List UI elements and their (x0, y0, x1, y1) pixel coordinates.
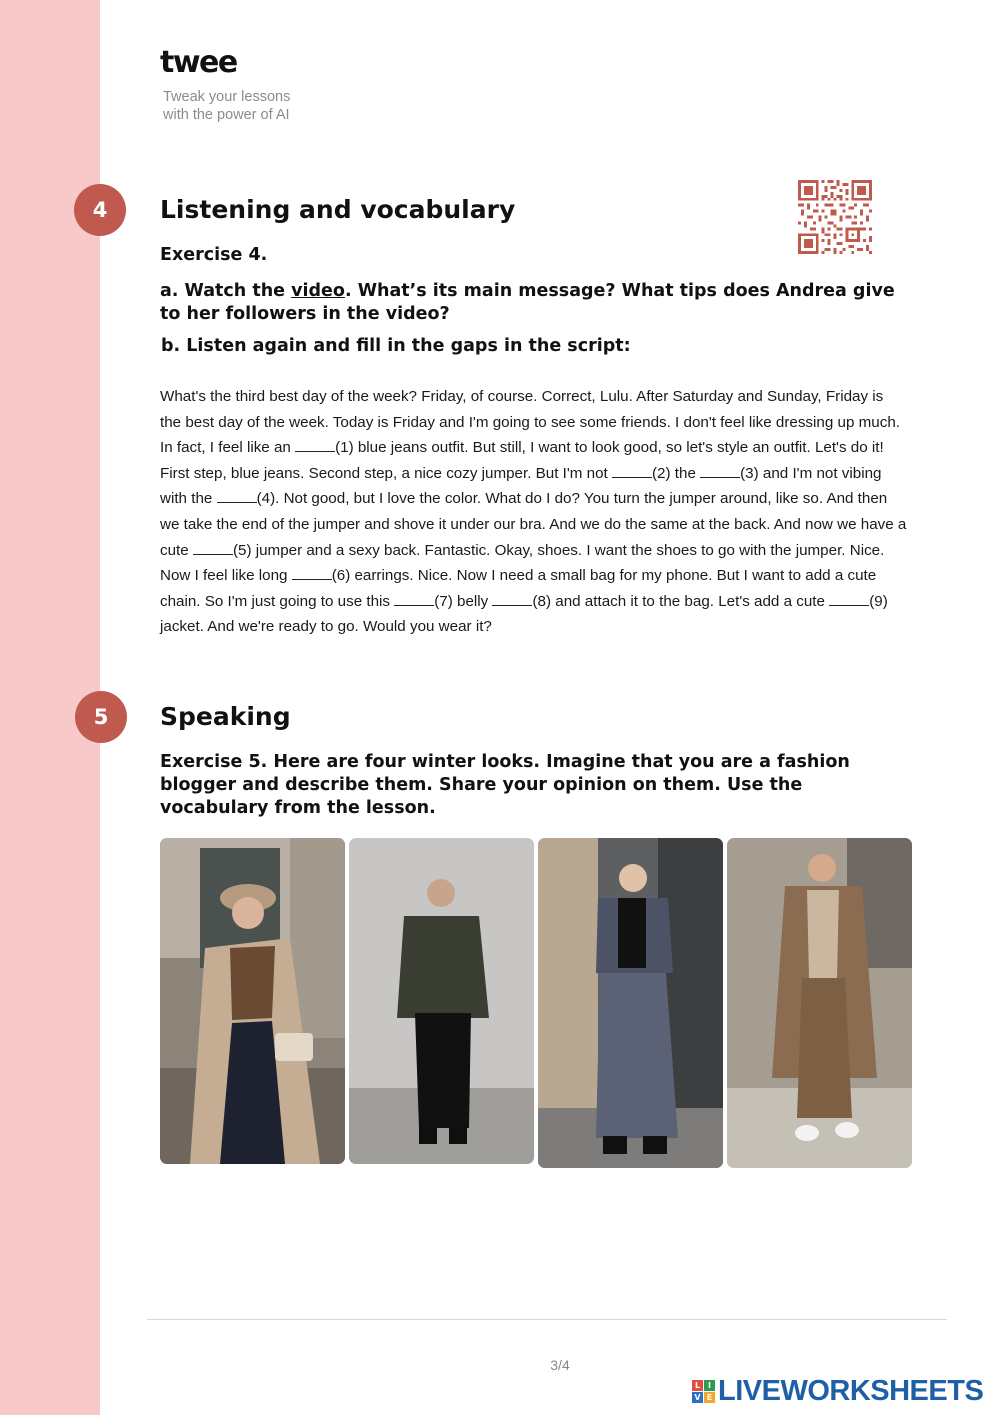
gap-blank[interactable] (193, 540, 233, 555)
gap-number: (3) (740, 464, 759, 482)
section-4-badge: 4 (74, 184, 126, 236)
video-link[interactable]: video (291, 281, 345, 301)
winter-look-4-photo (727, 838, 912, 1168)
section-5-badge: 5 (75, 691, 127, 743)
gap-blank[interactable] (700, 463, 740, 478)
script-text: What's the third best day of the week? Friday, of course. Correct, Lulu. After Saturday and Sunday, Friday is the best day of the week. Today is Friday and I'm going to see some friends. I don't feel like dressing up much. In fact, I feel like an (160, 388, 900, 457)
listening-script (160, 384, 908, 640)
script-text: blue jeans outfit. But still, I want to look good, so let's style an outfit. Let's do it! First step, blue jeans. Second step, a nice cozy jumper. But I'm not (160, 439, 884, 482)
task-a-suffix: . What’s its main message? What tips does Andrea give to her followers in the video? (160, 281, 895, 324)
gap-number: (6) (331, 567, 351, 585)
gap-number: (7) (434, 592, 453, 610)
exercise-4-label: Exercise 4. (160, 245, 268, 265)
gap-number: (2) (652, 464, 671, 482)
gap-blank[interactable] (394, 591, 434, 606)
gap-blank[interactable] (612, 463, 652, 478)
script-text: . Not good, but I love the color. What do I do? You turn the jumper around, like so. And then we take the end of the jumper and shove it under our bra. And we do the same at the back. And now we have a cute (160, 490, 907, 559)
gap-number: (5) (232, 541, 252, 559)
liveworksheets-logo-icon: L I V E (692, 1380, 715, 1403)
tagline-line-1: Tweak your lessons (163, 89, 291, 105)
gap-blank[interactable] (292, 565, 332, 580)
liveworksheets-text: LIVEWORKSHEETS (718, 1374, 984, 1407)
winter-look-1-photo (160, 838, 345, 1164)
task-a (160, 280, 900, 326)
winter-look-2-photo (349, 838, 534, 1164)
qr-code[interactable] (798, 180, 872, 254)
page-number: 3/4 (550, 1357, 570, 1373)
tagline (163, 88, 363, 124)
gap-number: (8) (532, 592, 552, 610)
section-5-title: Speaking (160, 702, 291, 731)
task-b: b. Listen again and fill in the gaps in the script: (161, 336, 631, 356)
script-text: and attach it to the bag. Let's add a cute (551, 592, 830, 610)
exercise-5-instructions: Exercise 5. Here are four winter looks. Imagine that you are a fashion blogger and describe them. Share your opinion on them. Use the vocabulary from the lesson. (160, 752, 850, 818)
gap-blank[interactable] (492, 591, 532, 606)
tagline-line-2: with the power of AI (163, 107, 290, 123)
gap-number: (1) (335, 439, 354, 457)
script-text: and I'm not vibing with the (160, 464, 882, 508)
script-text: earrings. Nice. Now I need a small bag for my phone. But I want to add a cute chain. So I'm just going to use this (160, 567, 877, 610)
gap-number: (4) (256, 490, 276, 508)
liveworksheets-watermark (692, 1374, 983, 1408)
task-a-prefix: a. Watch the (160, 281, 292, 301)
gap-number: (9) (869, 592, 888, 610)
gap-blank[interactable] (217, 488, 257, 503)
gap-blank[interactable] (829, 591, 869, 606)
twee-logo: twee (160, 45, 237, 80)
script-text: jumper and a sexy back. Fantastic. Okay, shoes. I want the shoes to go with the jumper. Nice. Now I feel like long (160, 541, 885, 585)
winter-look-3-photo (538, 838, 723, 1168)
footer-divider (147, 1319, 947, 1320)
script-text: belly (452, 592, 493, 610)
section-4-title: Listening and vocabulary (160, 195, 516, 224)
gap-blank[interactable] (295, 437, 335, 452)
script-text: jacket. And we're ready to go. Would you wear it? (160, 618, 492, 636)
script-text: the (670, 464, 701, 482)
